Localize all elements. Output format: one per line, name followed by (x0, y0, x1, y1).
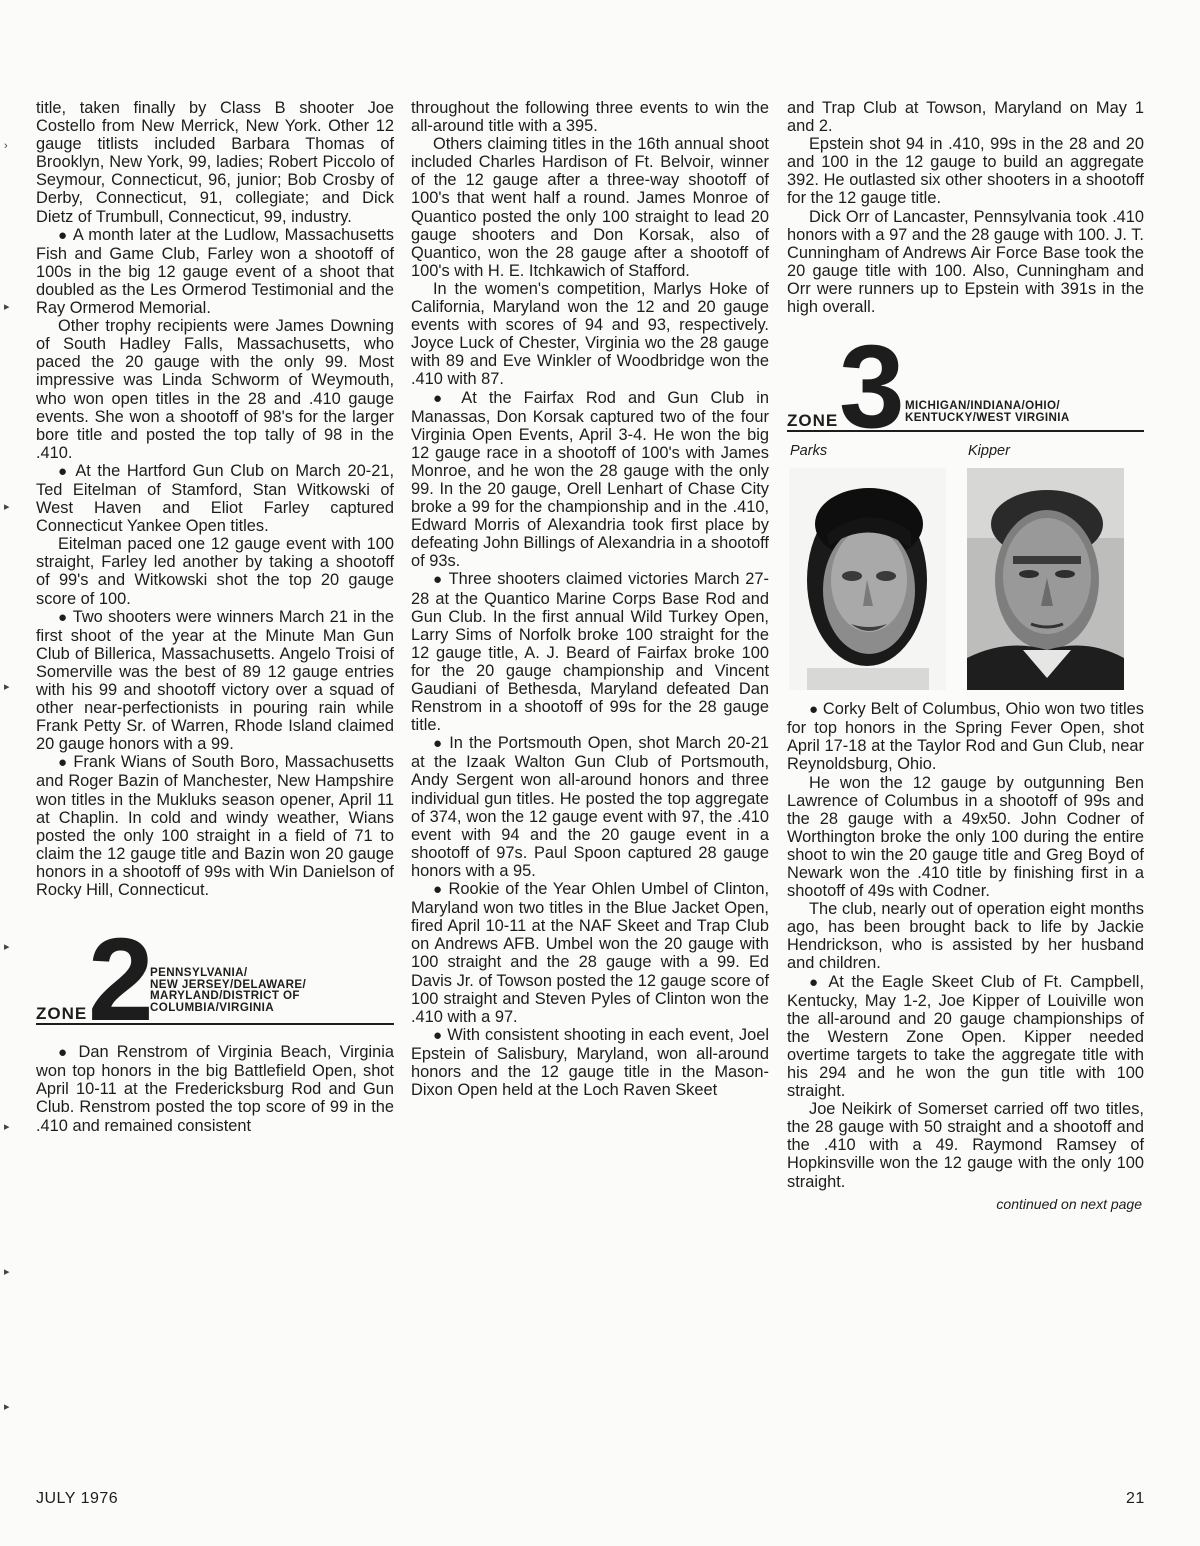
margin-mark: › (4, 140, 8, 152)
article-column-1 (36, 99, 394, 1135)
issue-date: JULY 1976 (36, 1490, 119, 1507)
zone-states-line: KENTUCKY/WEST VIRGINIA (905, 410, 1070, 424)
zone-number: 3 (839, 321, 903, 454)
paragraph: throughout the following three events to win the all-around title with a 395. (411, 99, 769, 136)
zone-states-line: MARYLAND/DISTRICT OF (150, 989, 300, 1003)
paragraph: ● At the Hartford Gun Club on March 20-21, Ted Eitelman of Stamford, Stan Witkowski of West Haven and Eliot Farley captured Connecticut Yankee Open titles. (36, 462, 394, 535)
zone-2-header (36, 914, 394, 1047)
zone-states (905, 400, 1070, 423)
paragraph: ● Two shooters were winners March 21 in the first shoot of the year at the Minute Man Gun Club of Billerica, Massachusetts. Angelo Troisi of Somerville was the best of 89 12 gauge entries with his 99 and shootoff victory over a squad of other near-perfectionists in pouring rain while Frank Petty Sr. of Warren, Rhode Island claimed 20 gauge honors with a 99. (36, 608, 394, 754)
zone-states-line: NEW JERSEY/DELAWARE/ (150, 977, 307, 991)
zone-states-line: MICHIGAN/INDIANA/OHIO/ (905, 399, 1061, 413)
portrait-parks-image (789, 468, 946, 690)
margin-mark: ▸ (4, 1401, 10, 1413)
paragraph: Joe Neikirk of Somerset carried off two titles, the 28 gauge with 50 straight and a shootoff and the .410 with a 49. Raymond Ramsey of Hopkinsville won the 12 gauge with the only 100 straight. (787, 1100, 1144, 1191)
article-column-2 (411, 99, 769, 1099)
margin-mark: ▸ (4, 501, 10, 513)
paragraph: Others claiming titles in the 16th annual shoot included Charles Hardison of Ft. Belvoir, winner of the 12 gauge after a three-way shootoff of 100's that went half a round. James Monroe of Quantico posted the only 100 straight to lead 20 gauge shooters and Don Korsak, also of Quantico, won the 28 gauge after a shootoff of 100's with H. E. Itchkawich of Stafford. (411, 135, 769, 280)
paragraph: and Trap Club at Towson, Maryland on May 1 and 2. (787, 99, 1144, 136)
margin-mark: ▸ (4, 1121, 10, 1133)
paragraph: ● Frank Wians of South Boro, Massachusetts and Roger Bazin of Manchester, New Hampshire won titles in the Mukluks season opener, April 11 at Chaplin. In cold and windy weather, Wians posted the only 100 straight in a field of 71 to claim the 12 gauge title and Bazin won 20 gauge honors in a shootoff of 99s with Win Danielson of Rocky Hill, Connecticut. (36, 753, 394, 899)
paragraph: ● In the Portsmouth Open, shot March 20-21 at the Izaak Walton Gun Club of Portsmouth, Andy Sergent won all-around honors and three individual gun titles. He posted the top aggregate of 374, won the 12 gauge event with 97, the .410 event with 94 and the 20 gauge event in a shootoff of 97s. Paul Spoon captured 28 gauge honors with a 95. (411, 734, 769, 880)
paragraph: Epstein shot 94 in .410, 99s in the 28 and 20 and 100 in the 12 gauge to build an aggregate 392. He outlasted six other shooters in a shootoff for the 12 gauge title. (787, 135, 1144, 208)
portrait-photo-kipper (967, 468, 1124, 690)
paragraph: ● At the Fairfax Rod and Gun Club in Manassas, Don Korsak captured two of the four Virginia Open Events, April 3-4. He won the big 12 gauge race in a shootoff of 100's with James Monroe, and he won the 28 gauge with the only 99. In the 20 gauge, Orell Lenhart of Chase City broke a 99 for the championship and in the .410, Edward Morris of Alexandria took first place by defeating John Billings of Alexandria in a shootoff of 93s. (411, 389, 769, 571)
photo-caption: Parks (790, 443, 828, 460)
zone-states-line: PENNSYLVANIA/ (150, 966, 248, 980)
paragraph: Other trophy recipients were James Downing of South Hadley Falls, Massachusetts, who paced the 20 gauge with the only 99. Most impressive was Linda Schworm of Weymouth, who won open titles in the 28 and .410 gauge events. She won a shootoff of 98's for the larger bore title and posted the top tally of 98 in the .410. (36, 317, 394, 462)
zone-label: ZONE (36, 1004, 88, 1024)
continued-note: continued on next page (996, 1195, 1142, 1212)
zone-states-line: COLUMBIA/VIRGINIA (150, 1000, 275, 1014)
paragraph: The club, nearly out of operation eight months ago, has been brought back to life by Jackie Hendrickson, who is assisted by her husband and children. (787, 900, 1144, 973)
margin-mark: ▸ (4, 1266, 10, 1278)
paragraph: Eitelman paced one 12 gauge event with 100 straight, Farley led another by taking a shootoff of 99's and Witkowski shot the top 20 gauge score of 100. (36, 535, 394, 608)
paragraph: In the women's competition, Marlys Hoke of California, Maryland won the 12 and 20 gauge events with scores of 94 and 93, respectively. Joyce Luck of Chester, Virginia wo the 28 gauge with 89 and Eve Winkler of Woodbridge won the .410 with 87. (411, 279, 769, 389)
paragraph: He won the 12 gauge by outgunning Ben Lawrence of Columbus in a shootoff of 99s and the 28 gauge with a 49x50. John Codner of Worthington broke the only 100 during the entire shoot to win the 20 gauge title and Greg Boyd of Newark won the .410 title by finishing first in a shootoff of 49s with Codner. (787, 773, 1144, 901)
paragraph: title, taken finally by Class B shooter Joe Costello from New Merrick, New York. Other 12 gauge titlists included Barbara Thomas of Brooklyn, New York, 99, ladies; Robert Piccolo of Seymour, Connecticut, 96, junior; Bob Crosby of Derby, Connecticut, 91, collegiate; and Dick Dietz of Trumbull, Connecticut, 99, industry. (36, 99, 394, 226)
article-column-3 (787, 99, 1144, 1213)
paragraph: ● A month later at the Ludlow, Massachusetts Fish and Game Club, Farley won a shootoff of 100s in the big 12 gauge event of a shoot that doubled as the Les Ormerod Testimonial and the Ray Ormerod Memorial. (36, 226, 394, 317)
paragraph: ● At the Eagle Skeet Club of Ft. Campbell, Kentucky, May 1-2, Joe Kipper of Louiville won the all-around and 20 gauge championships of the Western Zone Open. Kipper needed overtime targets to take the aggregate title with his 294 and he won the gun title with 100 straight. (787, 973, 1144, 1101)
portrait-photo-parks (789, 468, 946, 690)
portrait-kipper-image (967, 468, 1124, 690)
margin-mark: ▸ (4, 941, 10, 953)
photo-pair (787, 442, 1144, 700)
page-number: 21 (1126, 1490, 1145, 1507)
margin-mark: ▸ (4, 301, 10, 313)
paragraph: ● With consistent shooting in each event, Joel Epstein of Salisbury, Maryland, won all-around honors and the 12 gauge title in the Mason-Dixon Open held at the Loch Raven Skeet (411, 1026, 769, 1099)
paragraph: ● Three shooters claimed victories March 27-28 at the Quantico Marine Corps Base Rod and Gun Club. In the first annual Wild Turkey Open, Larry Sims of Norfolk broke 100 straight for the 12 gauge title, A. J. Beard of Fairfax broke 100 for the 20 gauge championship and Vincent Gaudiani of Bethesda, Maryland defeated Dan Renstrom in a shootoff of 99s for the 28 gauge title. (411, 570, 769, 734)
paragraph: Dick Orr of Lancaster, Pennsylvania took .410 honors with a 97 and the 28 gauge with 100. J. T. Cunningham of Andrews Air Force Base took the 20 gauge title with 100. Also, Cunningham and Orr were runners up to Epstein with 391s in the high overall. (787, 207, 1144, 317)
zone-states (150, 967, 306, 1013)
photo-caption: Kipper (968, 443, 1010, 460)
zone-label: ZONE (787, 411, 839, 431)
margin-mark: ▸ (4, 681, 10, 693)
zone-number: 2 (88, 914, 152, 1047)
paragraph: ● Corky Belt of Columbus, Ohio won two titles for top honors in the Spring Fever Open, shot April 17-18 at the Taylor Rod and Gun Club, near Reynoldsburg, Ohio. (787, 700, 1144, 773)
paragraph: ● Dan Renstrom of Virginia Beach, Virginia won top honors in the big Battlefield Open, shot April 10-11 at the Fredericksburg Rod and Gun Club. Renstrom posted the top score of 99 in the .410 and remained consistent (36, 1043, 394, 1134)
paragraph: ● Rookie of the Year Ohlen Umbel of Clinton, Maryland won two titles in the Blue Jacket Open, fired April 10-11 at the NAF Skeet and Trap Club on Andrews AFB. Umbel won the 20 gauge with 100 straight and the 28 gauge with a 99. Ed Davis Jr. of Towson posted the 12 gauge score of 100 straight and Steven Pyles of Clinton won the .410 with a 97. (411, 880, 769, 1026)
